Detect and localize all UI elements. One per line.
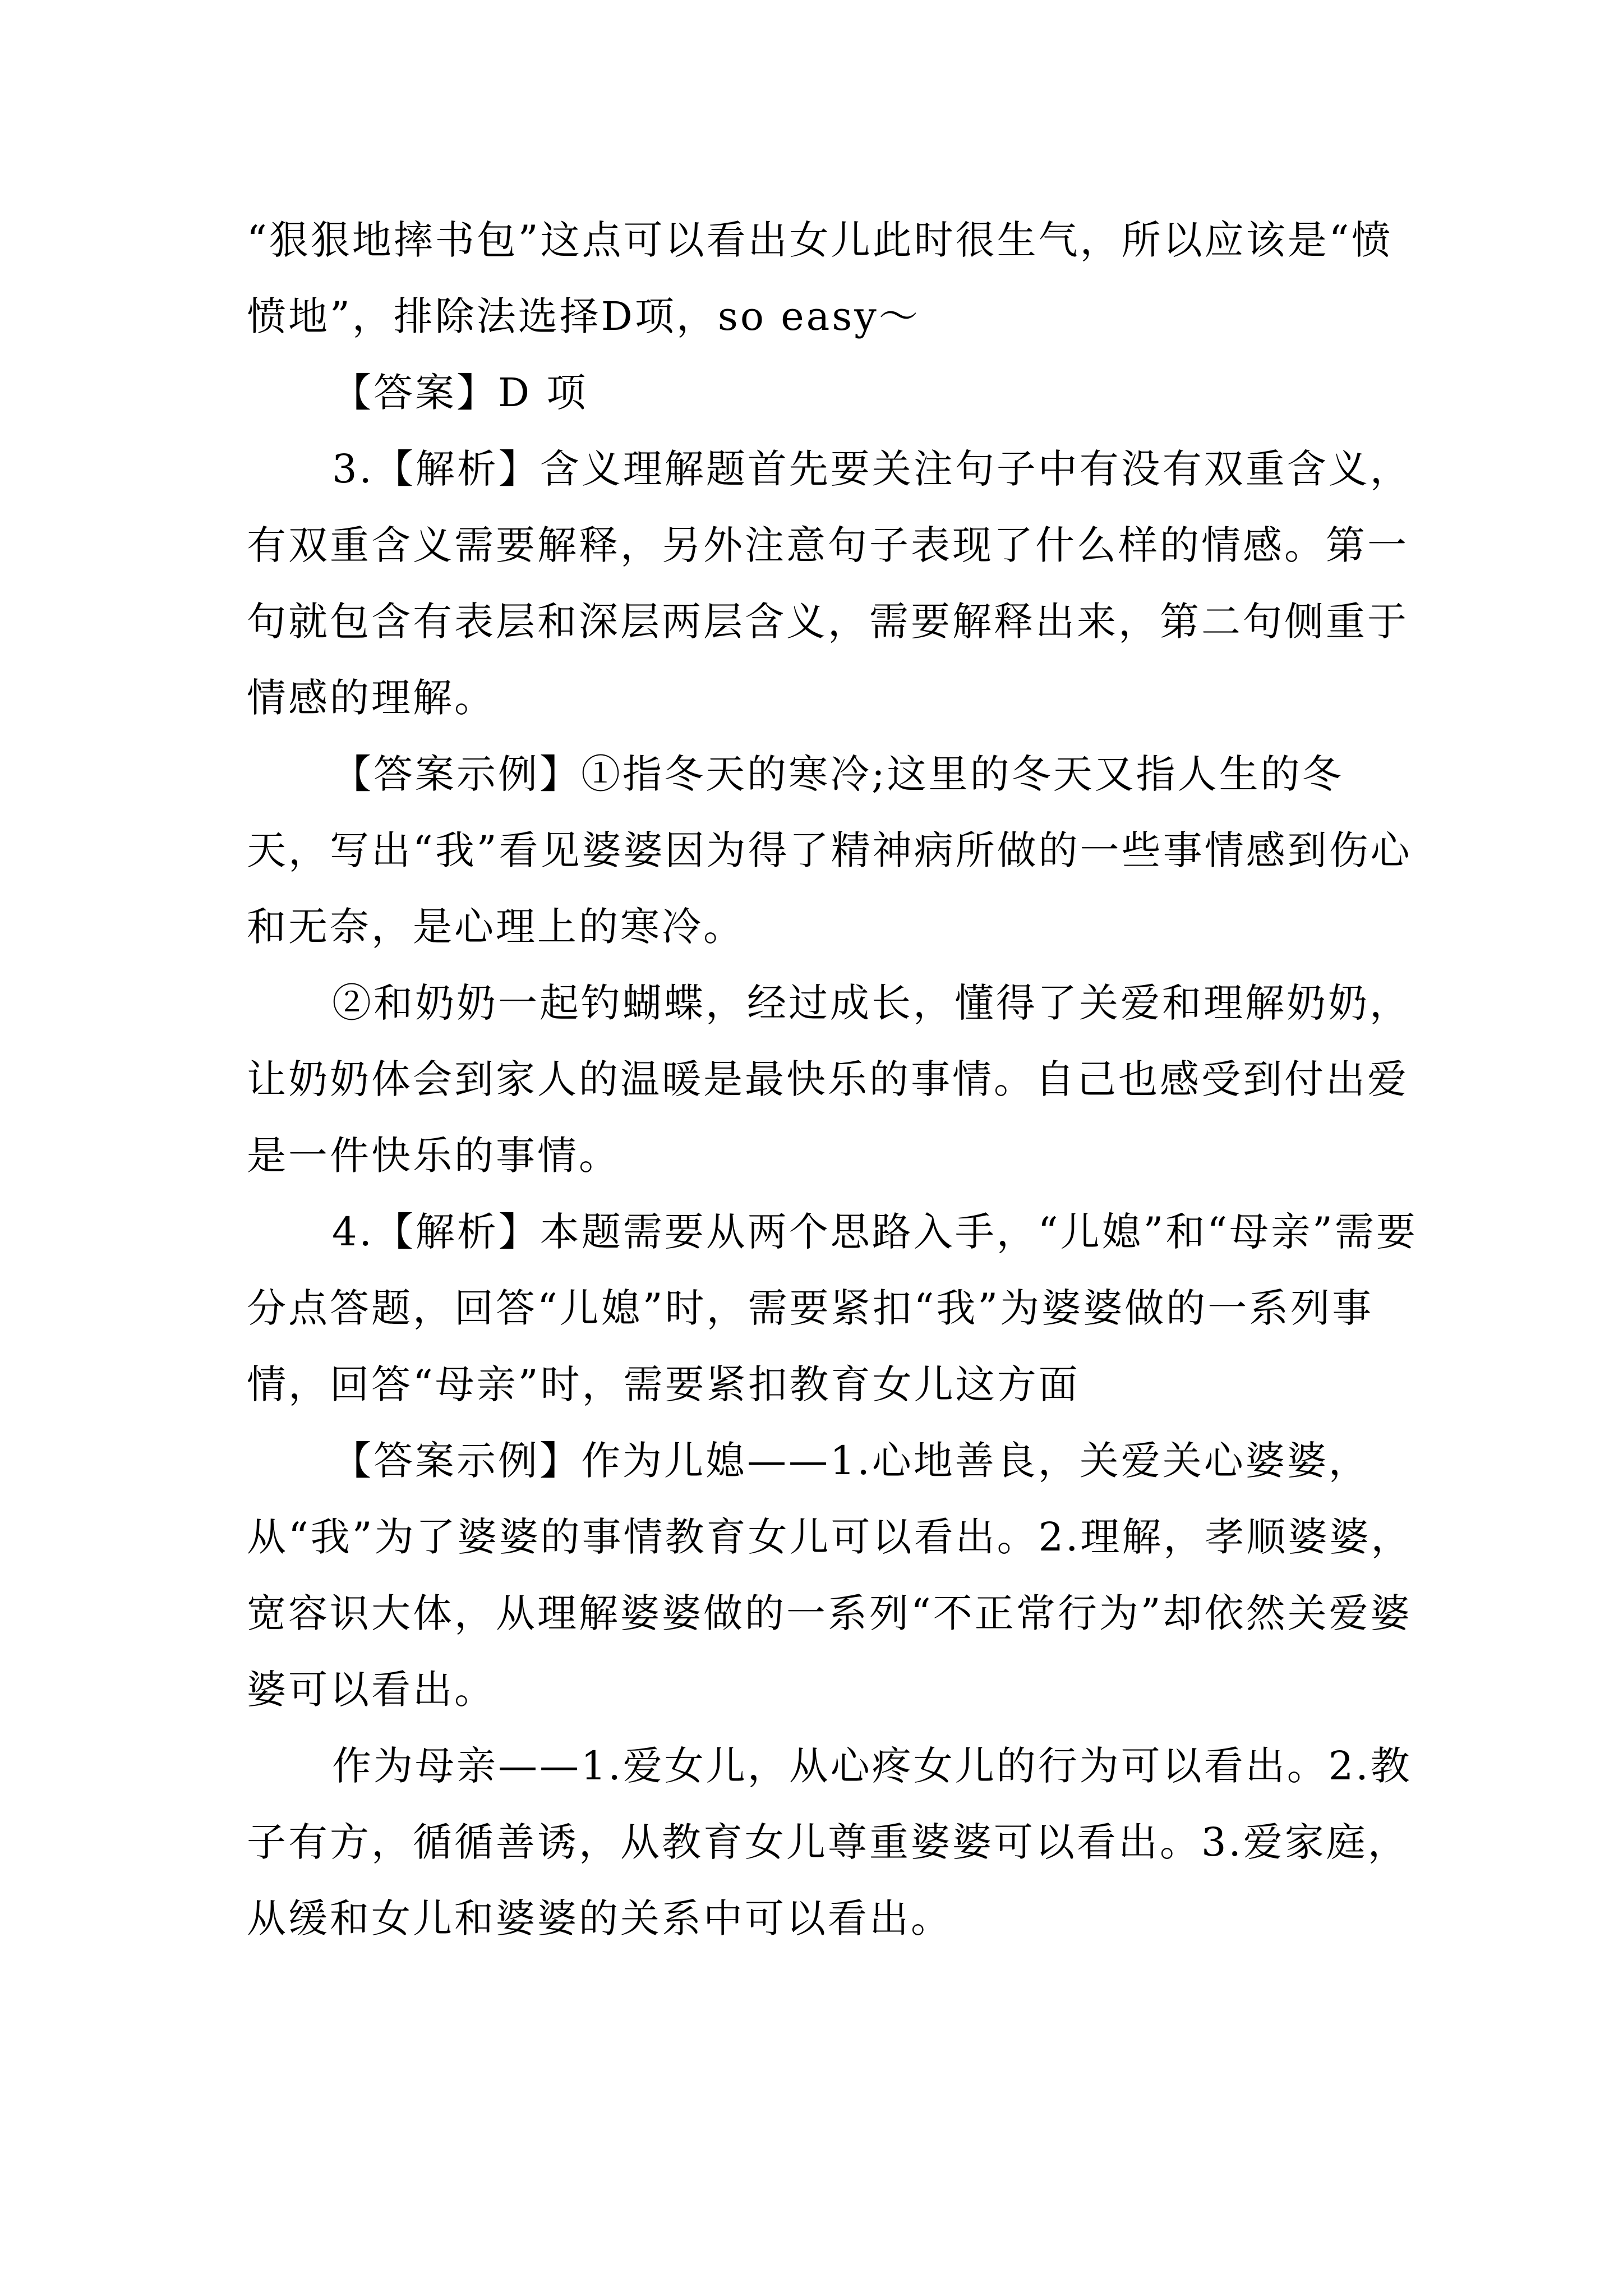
paragraph-answer-2: 【答案】D 项: [332, 370, 588, 416]
paragraph-continuation: “狠狠地摔书包”这点可以看出女儿此时很生气，所以应该是“愤愤地”，排除法选择D项，so easy～: [247, 217, 1393, 339]
paragraph-answer-example-4-2: 作为母亲——1.爱女儿，从心疼女儿的行为可以看出。2.教子有方，循循善诱，从教育女儿尊重婆婆可以看出。3.爱家庭，从缓和女儿和婆婆的关系中可以看出。: [247, 1743, 1412, 1941]
paragraph-answer-example-4-1: 【答案示例】作为儿媳——1.心地善良，关爱关心婆婆，从“我”为了婆婆的事情教育女儿可以看出。2.理解，孝顺婆婆，宽容识大体，从理解婆婆做的一系列“不正常行为”却依然关爱婆婆可以看出。: [247, 1438, 1413, 1713]
paragraph-analysis-4: 4.【解析】本题需要从两个思路入手，“儿媳”和“母亲”需要分点答题，回答“儿媳”时，需要紧扣“我”为婆婆做的一系列事情，回答“母亲”时，需要紧扣教育女儿这方面: [247, 1209, 1418, 1407]
paragraph-analysis-3: 3.【解析】含义理解题首先要关注句子中有没有双重含义，有双重含义需要解释，另外注意句子表现了什么样的情感。第一句就包含有表层和深层两层含义，需要解释出来，第二句侧重于情感的理解。: [247, 446, 1412, 721]
document-body: [247, 202, 1424, 1957]
paragraph-answer-example-3-1: 【答案示例】①指冬天的寒冷;这里的冬天又指人生的冬天，写出“我”看见婆婆因为得了精神病所做的一些事情感到伤心和无奈，是心理上的寒冷。: [247, 751, 1412, 950]
paragraph-answer-example-3-2: ②和奶奶一起钓蝴蝶，经过成长，懂得了关爱和理解奶奶，让奶奶体会到家人的温暖是最快乐的事情。自己也感受到付出爱是一件快乐的事情。: [247, 980, 1411, 1179]
